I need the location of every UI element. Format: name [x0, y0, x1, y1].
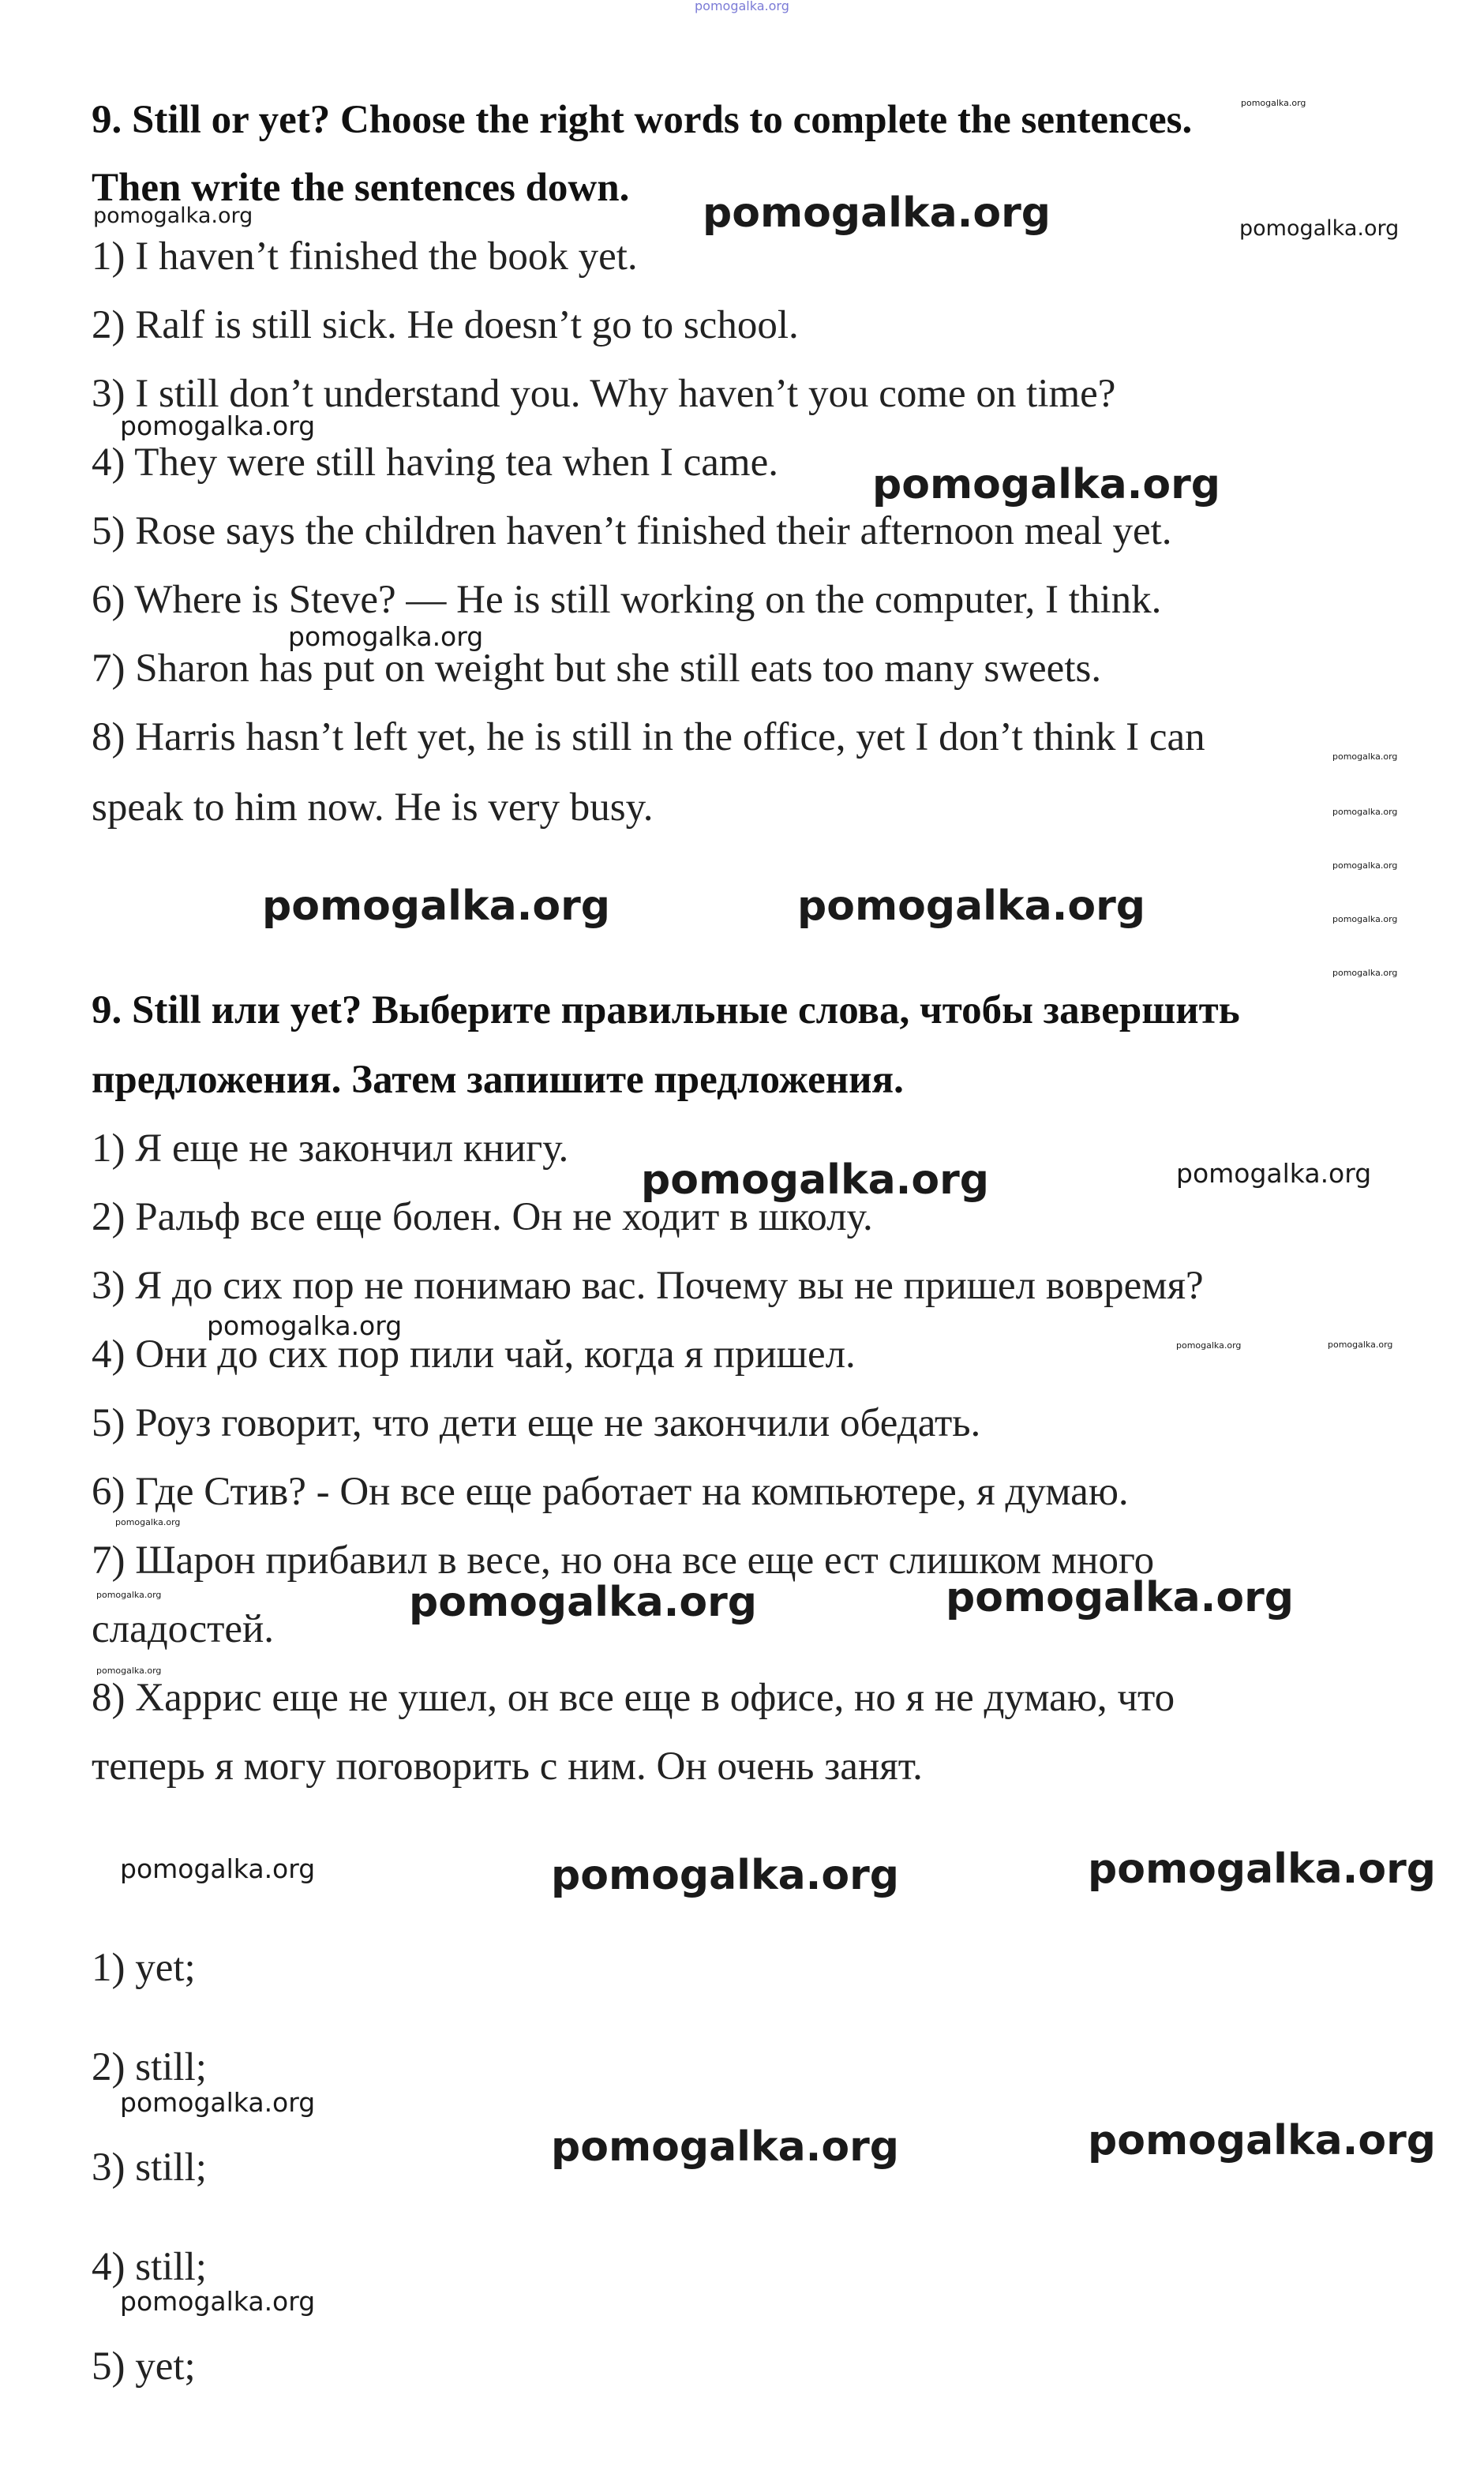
- watermark-medium: pomogalka.org: [207, 1310, 403, 1341]
- watermark-tiny: pomogalka.org: [1332, 860, 1398, 871]
- watermark-tiny: pomogalka.org: [1176, 1340, 1242, 1351]
- watermark-medium: pomogalka.org: [288, 621, 484, 652]
- watermark-large: pomogalka.org: [946, 1574, 1295, 1621]
- watermark-tiny: pomogalka.org: [1332, 914, 1398, 924]
- watermark-large: pomogalka.org: [1088, 1846, 1437, 1893]
- task-heading-en-line1: 9. Still or yet? Choose the right words to complete the sentences.: [92, 98, 1193, 142]
- watermark-tiny: pomogalka.org: [96, 1666, 162, 1676]
- watermark-medium: pomogalka.org: [120, 2087, 316, 2118]
- sentence-en-2: 2) Ralf is still sick. He doesn’t go to school.: [92, 303, 799, 347]
- sentence-ru-1: 1) Я еще не закончил книгу.: [92, 1126, 569, 1171]
- watermark-large: pomogalka.org: [1088, 2117, 1437, 2164]
- watermark-large: pomogalka.org: [409, 1579, 758, 1626]
- watermark-tiny: pomogalka.org: [1332, 807, 1398, 817]
- watermark-tiny: pomogalka.org: [1328, 1340, 1393, 1350]
- watermark-medium: pomogalka.org: [120, 410, 316, 441]
- sentence-ru-5: 5) Роуз говорит, что дети еще не закончили обедать.: [92, 1401, 981, 1445]
- watermark-small: pomogalka.org: [1239, 216, 1400, 241]
- watermark-large: pomogalka.org: [262, 883, 611, 930]
- sentence-en-5: 5) Rose says the children haven’t finished their afternoon meal yet.: [92, 509, 1172, 553]
- watermark-large: pomogalka.org: [872, 461, 1221, 508]
- watermark-tiny: pomogalka.org: [115, 1517, 181, 1527]
- sentence-ru-3: 3) Я до сих пор не понимаю вас. Почему вы не пришел вовремя?: [92, 1264, 1204, 1308]
- watermark-tiny: pomogalka.org: [1332, 751, 1398, 762]
- task-heading-ru-line2: предложения. Затем запишите предложения.: [92, 1058, 904, 1102]
- sentence-en-6: 6) Where is Steve? — He is still working on the computer, I think.: [92, 578, 1162, 622]
- watermark-small: pomogalka.org: [93, 204, 253, 228]
- sentence-ru-7b: сладостей.: [92, 1607, 275, 1651]
- answer-5: 5) yet;: [92, 2344, 196, 2389]
- watermark-medium: pomogalka.org: [1176, 1158, 1372, 1189]
- watermark-large: pomogalka.org: [797, 883, 1146, 930]
- sentence-en-8a: 8) Harris hasn’t left yet, he is still in the office, yet I don’t think I can: [92, 715, 1205, 759]
- sentence-ru-6: 6) Где Стив? - Он все еще работает на компьютере, я думаю.: [92, 1470, 1129, 1514]
- answer-1: 1) yet;: [92, 1946, 196, 1990]
- answer-2: 2) still;: [92, 2045, 207, 2089]
- sentence-en-7: 7) Sharon has put on weight but she still eats too many sweets.: [92, 646, 1102, 691]
- watermark-large: pomogalka.org: [641, 1156, 990, 1204]
- sentence-en-3: 3) I still don’t understand you. Why haven’t you come on time?: [92, 372, 1116, 416]
- watermark-large: pomogalka.org: [551, 2123, 900, 2171]
- watermark-large: pomogalka.org: [551, 1852, 900, 1899]
- watermark-tiny: pomogalka.org: [1241, 98, 1306, 108]
- task-heading-en-line2: Then write the sentences down.: [92, 166, 630, 210]
- sentence-ru-7a: 7) Шарон прибавил в весе, но она все еще ест слишком много: [92, 1538, 1155, 1583]
- watermark-tiny: pomogalka.org: [1332, 968, 1398, 978]
- sentence-en-4: 4) They were still having tea when I came.: [92, 440, 778, 485]
- watermark-medium: pomogalka.org: [120, 1853, 316, 1884]
- sentence-ru-8b: теперь я могу поговорить с ним. Он очень занят.: [92, 1744, 923, 1789]
- answer-4: 4) still;: [92, 2245, 207, 2289]
- watermark-large: pomogalka.org: [703, 189, 1051, 237]
- task-heading-ru-line1: 9. Still или yet? Выберите правильные слова, чтобы завершить: [92, 988, 1240, 1032]
- watermark-medium: pomogalka.org: [120, 2286, 316, 2317]
- watermark-top: pomogalka.org: [695, 0, 789, 13]
- answer-3: 3) still;: [92, 2145, 207, 2190]
- sentence-ru-8a: 8) Харрис еще не ушел, он все еще в офисе, но я не думаю, что: [92, 1676, 1175, 1720]
- sentence-en-1: 1) I haven’t finished the book yet.: [92, 234, 638, 279]
- sentence-ru-2: 2) Ральф все еще болен. Он не ходит в школу.: [92, 1195, 873, 1239]
- watermark-tiny: pomogalka.org: [96, 1590, 162, 1600]
- sentence-ru-4: 4) Они до сих пор пили чай, когда я пришел.: [92, 1332, 856, 1377]
- sentence-en-8b: speak to him now. He is very busy.: [92, 785, 654, 830]
